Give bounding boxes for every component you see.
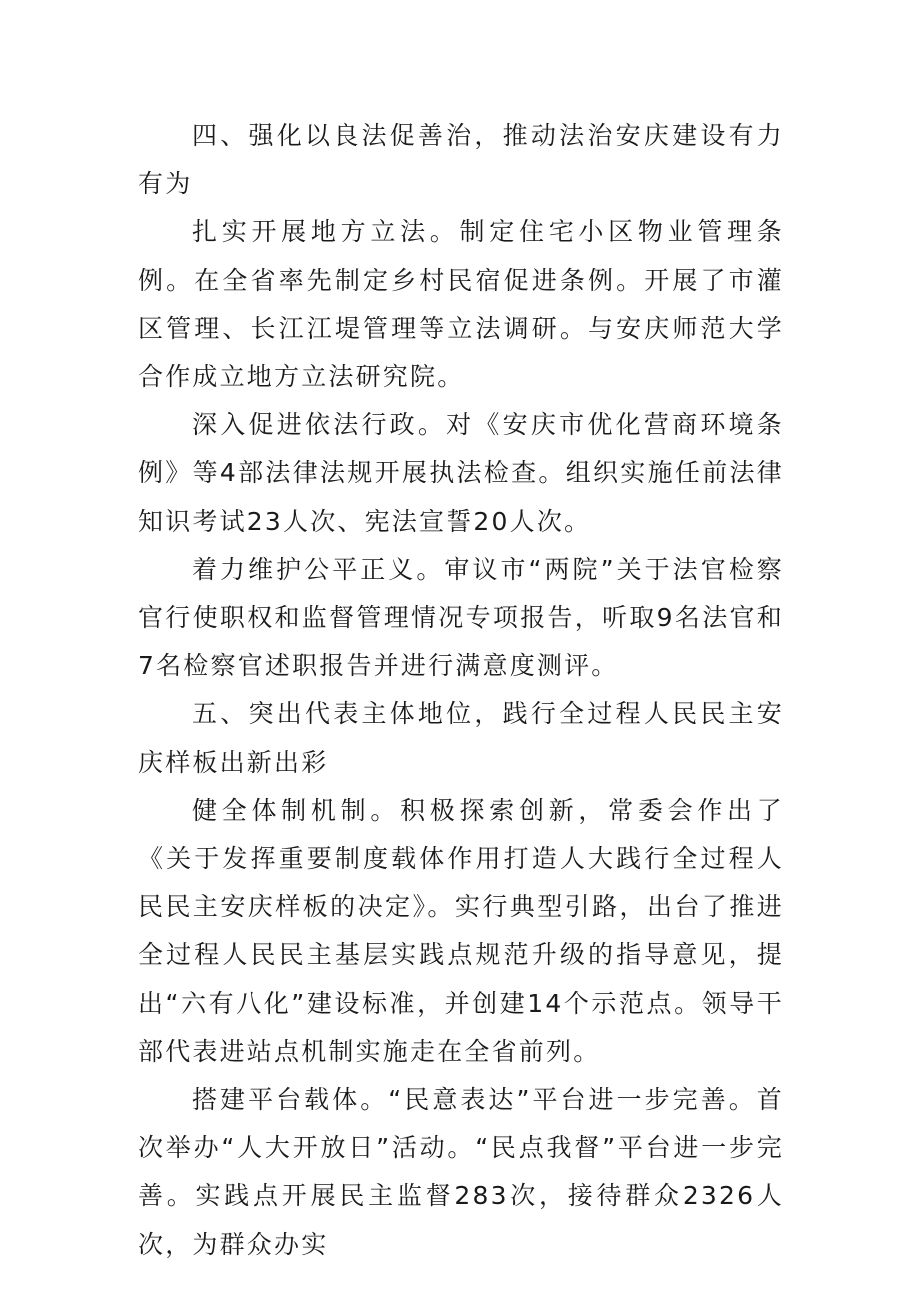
- paragraph-institutional-mechanisms: 健全体制机制。积极探索创新，常委会作出了《关于发挥重要制度载体作用打造人大践行全过程人民民主安庆样板的决定》。实行典型引路，出台了推进全过程人民民主基层实践点规范升级的指导意见，提出“六有八化”建设标准，并创建14个示范点。领导干部代表进站点机制实施走在全省前列。: [138, 795, 784, 1066]
- paragraph-law-based-administration: 深入促进依法行政。对《安庆市优化营商环境条例》等4部法律法规开展执法检查。组织实施任前法律知识考试23人次、宪法宣誓20人次。: [138, 410, 784, 536]
- paragraph-platform-carriers: 搭建平台载体。“民意表达”平台进一步完善。首次举办“人大开放日”活动。“民点我督”平台进一步完善。实践点开展民主监督283次，接待群众2326人次，为群众办实: [138, 1085, 784, 1259]
- paragraph-local-legislation: 扎实开展地方立法。制定住宅小区物业管理条例。在全省率先制定乡村民宿促进条例。开展了市灌区管理、长江江堤管理等立法调研。与安庆师范大学合作成立地方立法研究院。: [138, 217, 784, 392]
- section-heading-four: 四、强化以良法促善治，推动法治安庆建设有力有为: [138, 121, 784, 199]
- section-heading-five: 五、突出代表主体地位，践行全过程人民民主安庆样板出新出彩: [138, 699, 784, 777]
- paragraph-fairness-justice: 着力维护公平正义。审议市“两院”关于法官检察官行使职权和监督管理情况专项报告，听取9名法官和7名检察官述职报告并进行满意度测评。: [138, 554, 784, 681]
